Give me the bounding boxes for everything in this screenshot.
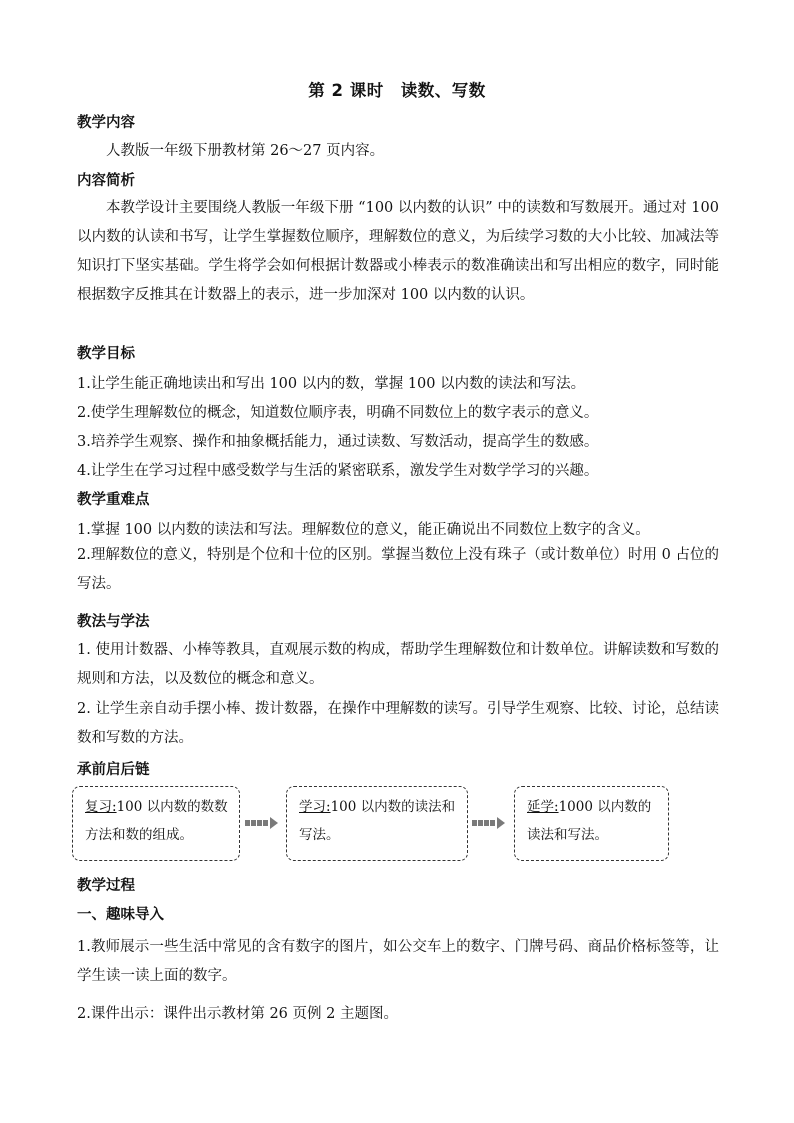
chain-box-extend bbox=[514, 786, 669, 861]
heading-key-difficulties: 教学重难点 bbox=[77, 492, 150, 508]
chain-tag: 延学: bbox=[527, 799, 559, 815]
chain-text: 1000 以内数的读法和写法。 bbox=[527, 799, 652, 843]
heading-teaching-goals: 教学目标 bbox=[77, 346, 135, 362]
chain-tag: 学习: bbox=[299, 799, 331, 815]
goal-item: 2.使学生理解数位的概念，知道数位顺序表，明确不同数位上的数字表示的意义。 bbox=[77, 405, 599, 421]
chain-arrow-icon bbox=[472, 817, 505, 829]
chain-tag: 复习: bbox=[85, 799, 117, 815]
goal-item: 4.让学生在学习过程中感受数学与生活的紧密联系，激发学生对数学学习的兴趣。 bbox=[77, 463, 599, 479]
chain-text: 100 以内数的读法和写法。 bbox=[299, 799, 456, 843]
heading-methods: 教法与学法 bbox=[77, 614, 150, 630]
intro-item: 1.教师展示一些生活中常见的含有数字的图片，如公交车上的数字、门牌号码、商品价格标签等，让学生读一读上面的数字。 bbox=[77, 939, 719, 984]
heading-teaching-process: 教学过程 bbox=[77, 878, 135, 894]
heading-learning-chain: 承前启后链 bbox=[77, 762, 150, 778]
page-title: 第 2 课时 读数、写数 bbox=[308, 81, 486, 100]
key-point-item: 1.掌握 100 以内数的读法和写法。理解数位的意义，能正确说出不同数位上数字的含义。 bbox=[77, 522, 650, 538]
chain-box-review bbox=[72, 786, 240, 861]
goal-item: 3.培养学生观察、操作和抽象概括能力，通过读数、写数活动，提高学生的数感。 bbox=[77, 434, 599, 450]
heading-fun-intro: 一、趣味导入 bbox=[77, 907, 164, 923]
content-analysis-text: 本教学设计主要围绕人教版一年级下册 “100 以内数的认识” 中的读数和写数展开。通过对 100 以内数的认读和书写，让学生掌握数位顺序，理解数位的意义，为后续学习数的大小比较、加减法等知识打下坚实基础。学生将学会如何根据计数器或小棒表示的数准确读出和写出相应的数字，同时能根据数字反推其在计数器上的表示，进一步加深对 100 以内数的认识。 bbox=[77, 200, 719, 303]
heading-teaching-content: 教学内容 bbox=[77, 115, 135, 131]
heading-content-analysis: 内容简析 bbox=[77, 173, 135, 189]
chain-text: 100 以内数的数数方法和数的组成。 bbox=[85, 799, 228, 843]
method-item: 2. 让学生亲自动手摆小棒、拨计数器，在操作中理解数的读写。引导学生观察、比较、讨论，总结读数和写数的方法。 bbox=[77, 701, 719, 746]
goal-item: 1.让学生能正确地读出和写出 100 以内的数，掌握 100 以内数的读法和写法。 bbox=[77, 376, 586, 392]
key-point-item: 2.理解数位的意义，特别是个位和十位的区别。掌握当数位上没有珠子（或计数单位）时用 0 占位的写法。 bbox=[77, 547, 719, 592]
method-item: 1. 使用计数器、小棒等教具，直观展示数的构成，帮助学生理解数位和计数单位。讲解读数和写数的规则和方法，以及数位的概念和意义。 bbox=[77, 642, 719, 687]
teaching-content-text: 人教版一年级下册教材第 26～27 页内容。 bbox=[106, 143, 385, 159]
chain-box-learn bbox=[286, 786, 468, 861]
intro-item: 2.课件出示：课件出示教材第 26 页例 2 主题图。 bbox=[77, 1006, 398, 1022]
chain-arrow-icon bbox=[245, 817, 278, 829]
